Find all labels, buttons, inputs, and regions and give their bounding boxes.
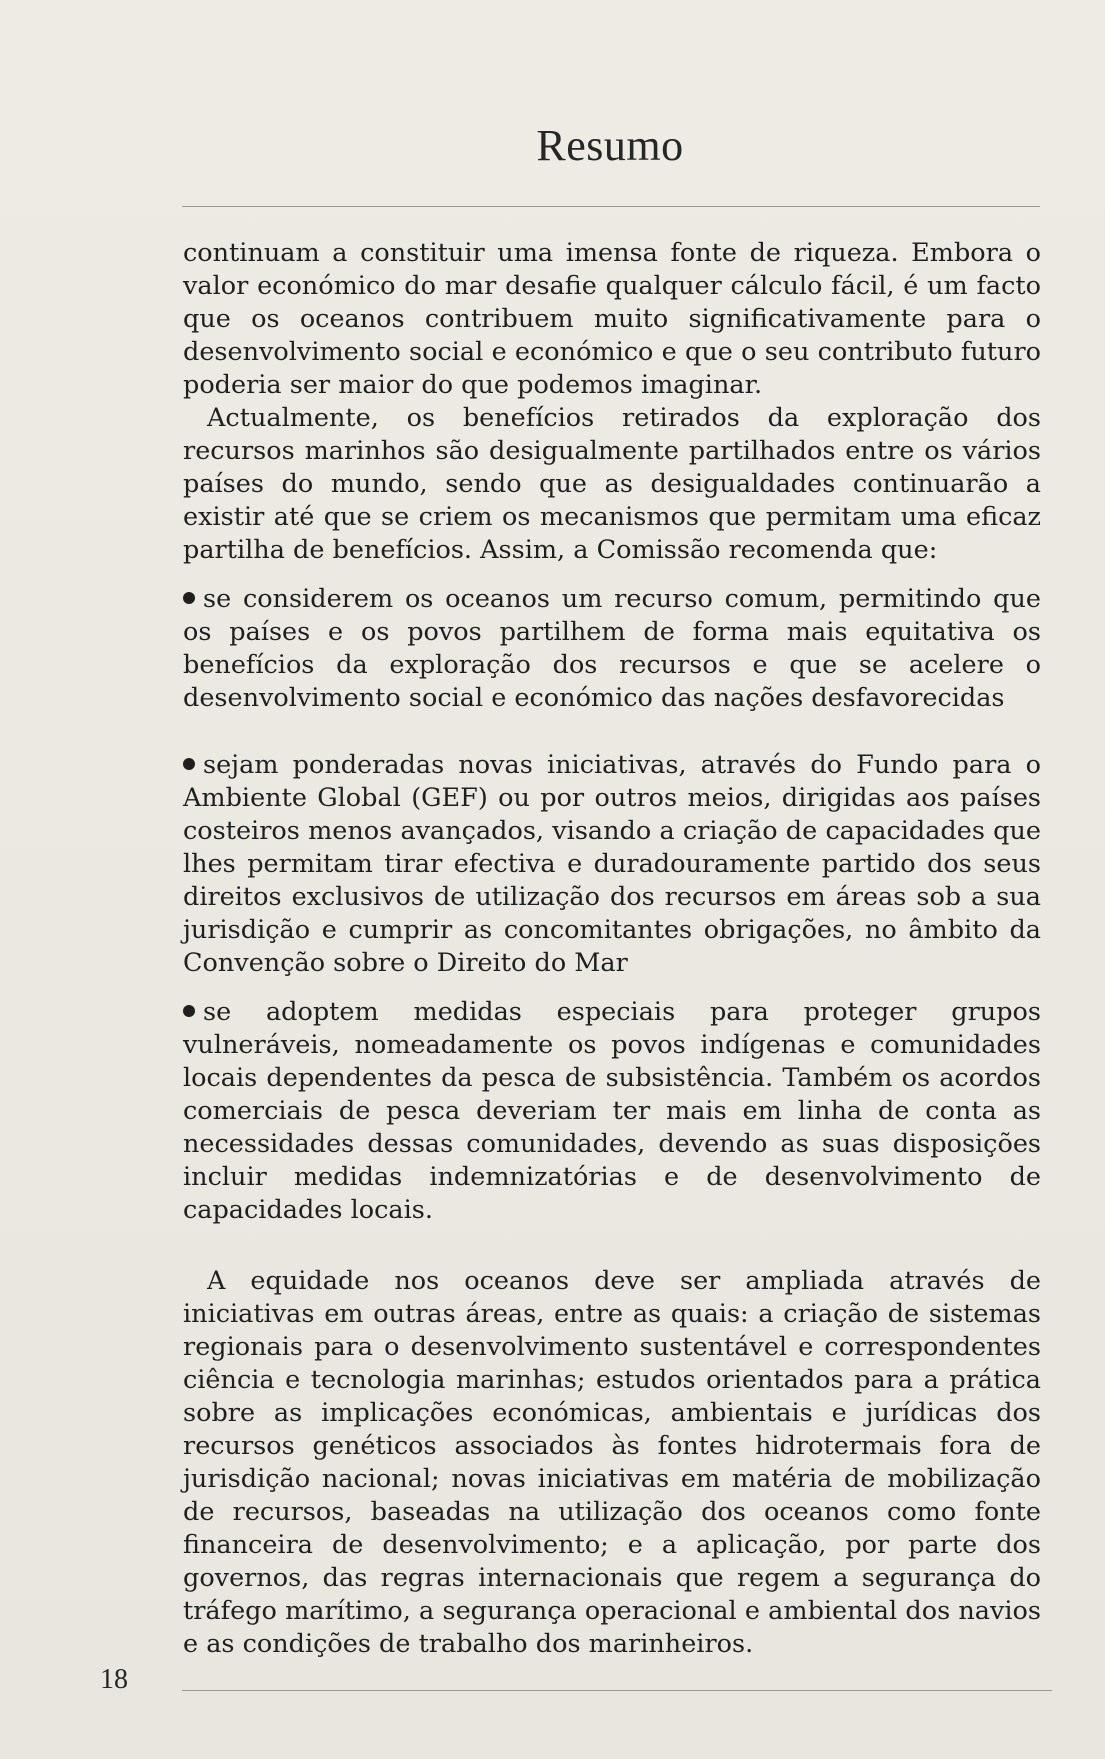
bullet-text: sejam ponderadas novas iniciativas, através do Fundo para o Ambiente Global (GEF) ou por outros meios, dirigidas aos países costeiros menos avançados, visando a criação de capacidades que lhes permitam tirar efectiva e duradouramente partido dos seus direitos exclusivos de utilização dos recursos em áreas sob a sua jurisdição e cumprir as concomitantes obrigações, no âmbito da Convenção sobre o Direito do Mar	[183, 750, 1041, 978]
bullet-dot-icon	[183, 592, 195, 604]
bullet-item	[183, 996, 1041, 1227]
paragraph-recommendation-lead: Actualmente, os benefícios retirados da exploração dos recursos marinhos são desigualmente partilhados entre os vários países do mundo, sendo que as desigualdades continuarão a existir até que se criem os mecanismos que permitam uma eficaz partilha de benefícios. Assim, a Comissão recomenda que:	[183, 403, 1041, 565]
paragraph-closing: A equidade nos oceanos deve ser ampliada através de iniciativas em outras áreas, entre as quais: a criação de sistemas regionais para o desenvolvimento sustentável e correspondentes ciência e tecnologia marinhas; estudos orientados para a prática sobre as implicações económicas, ambientais e jurídicas dos recursos genéticos associados às fontes hidrotermais fora de jurisdição nacional; novas iniciativas em matéria de mobilização de recursos, baseadas na utilização dos oceanos como fonte financeira de desenvolvimento; e a aplicação, por parte dos governos, das regras internacionais que regem a segurança do tráfego marítimo, a segurança operacional e ambiental dos navios e as condições de trabalho dos marinheiros.	[183, 1266, 1041, 1659]
bullet-text: se adoptem medidas especiais para proteger grupos vulneráveis, nomeadamente os povos indígenas e comunidades locais dependentes da pesca de subsistência. Também os acordos comerciais de pesca deveriam ter mais em linha de conta as necessidades dessas comunidades, devendo as suas disposições incluir medidas indemnizatórias e de desenvolvimento de capacidades locais.	[183, 997, 1041, 1225]
bullet-item	[183, 583, 1041, 715]
bullet-dot-icon	[183, 758, 195, 770]
bullet-dot-icon	[183, 1005, 195, 1017]
bullet-item	[183, 749, 1041, 980]
body-text	[183, 237, 1041, 1661]
bullet-text: se considerem os oceanos um recurso comum, permitindo que os países e os povos partilhem de forma mais equitativa os benefícios da exploração dos recursos e que se acelere o desenvolvimento social e económico das nações desfavorecidas	[183, 584, 1041, 713]
page-number: 18	[100, 1664, 128, 1695]
footer-divider	[182, 1690, 1052, 1691]
paragraph-intro: continuam a constituir uma imensa fonte de riqueza. Embora o valor económico do mar desafie qualquer cálculo fácil, é um facto que os oceanos contribuem muito significativamente para o desenvolvimento social e económico e que o seu contributo futuro poderia ser maior do que podemos imaginar.	[183, 238, 1041, 400]
header-divider	[182, 206, 1040, 207]
page-title: Resumo	[536, 121, 684, 170]
